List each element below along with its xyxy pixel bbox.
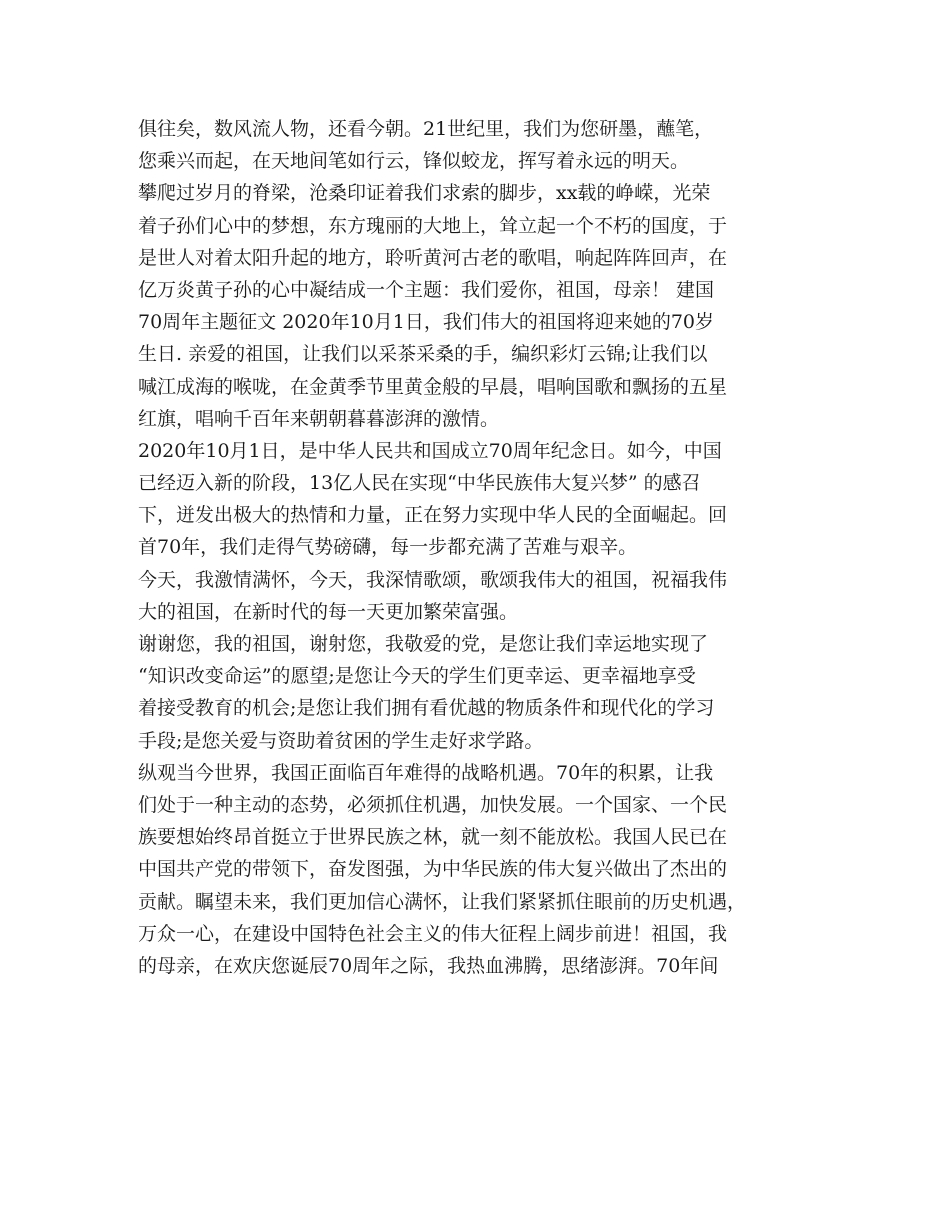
text-line: 万众一心，在建设中国特色社会主义的伟大征程上阔步前进！祖国，我 <box>138 922 728 945</box>
text-line: 您乘兴而起，在天地间笔如行云，锋似蛟龙，挥写着永远的明天。 <box>138 150 690 173</box>
text-line: 红旗，唱响千百年来朝朝暮暮澎湃的激情。 <box>138 407 500 430</box>
text-line: 的母亲，在欢庆您诞辰70周年之际，我热血沸腾，思绪澎湃。70年间 <box>138 954 719 977</box>
text-line: 今天，我激情满怀，今天，我深情歌颂，歌颂我伟大的祖国，祝福我伟 <box>138 568 728 591</box>
text-line: 生日. 亲爱的祖国，让我们以采茶采桑的手，编织彩灯云锦;让我们以 <box>138 343 708 366</box>
text-line: 攀爬过岁月的脊梁，沧桑印证着我们求索的脚步，xx载的峥嵘，光荣 <box>138 182 711 205</box>
text-line: “知识改变命运”的愿望;是您让今天的学生们更幸运、更幸福地享受 <box>138 665 696 688</box>
text-line: 首70年，我们走得气势磅礴，每一步都充满了苦难与艰辛。 <box>138 536 638 559</box>
text-line: 纵观当今世界，我国正面临百年难得的战略机遇。70年的积累，让我 <box>138 761 714 784</box>
text-line: 们处于一种主动的态势，必须抓住机遇，加快发展。一个国家、一个民 <box>138 793 728 816</box>
text-line: 手段;是您关爱与资助着贫困的学生走好求学路。 <box>138 729 544 752</box>
text-line: 下，迸发出极大的热情和力量，正在努力实现中华人民的全面崛起。回 <box>138 504 728 527</box>
text-line: 是世人对着太阳升起的地方，聆听黄河古老的歌唱，响起阵阵回声，在 <box>138 246 728 269</box>
essay-body <box>138 113 818 982</box>
text-line: 亿万炎黄子孙的心中凝结成一个主题：我们爱你，祖国，母亲！ 建国 <box>138 278 715 301</box>
text-line: 贡献。瞩望未来，我们更加信心满怀，让我们紧紧抓住眼前的历史机遇， <box>138 890 747 913</box>
text-line: 着子孙们心中的梦想，东方瑰丽的大地上，耸立起一个不朽的国度，于 <box>138 214 728 237</box>
text-line: 族要想始终昂首挺立于世界民族之林，就一刻不能放松。我国人民已在 <box>138 826 728 849</box>
text-line: 喊江成海的喉咙，在金黄季节里黄金般的早晨，唱响国歌和飘扬的五星 <box>138 375 728 398</box>
text-line: 2020年10月1日，是中华人民共和国成立70周年纪念日。如今，中国 <box>138 439 722 462</box>
text-line: 俱往矣，数风流人物，还看今朝。21世纪里，我们为您研墨，蘸笔， <box>138 118 714 140</box>
text-line: 着接受教育的机会;是您让我们拥有看优越的物质条件和现代化的学习 <box>138 697 715 720</box>
text-line: 大的祖国，在新时代的每一天更加繁荣富强。 <box>138 600 519 623</box>
text-line: 已经迈入新的阶段，13亿人民在实现“中华民族伟大复兴梦” 的感召 <box>138 472 701 495</box>
text-line: 中国共产党的带领下，奋发图强，为中华民族的伟大复兴做出了杰出的 <box>138 858 728 881</box>
text-line: 70周年主题征文 2020年10月1日，我们伟大的祖国将迎来她的70岁 <box>138 311 715 334</box>
text-line: 谢谢您，我的祖国，谢射您，我敬爱的党，是您让我们幸运地实现了 <box>138 633 709 655</box>
